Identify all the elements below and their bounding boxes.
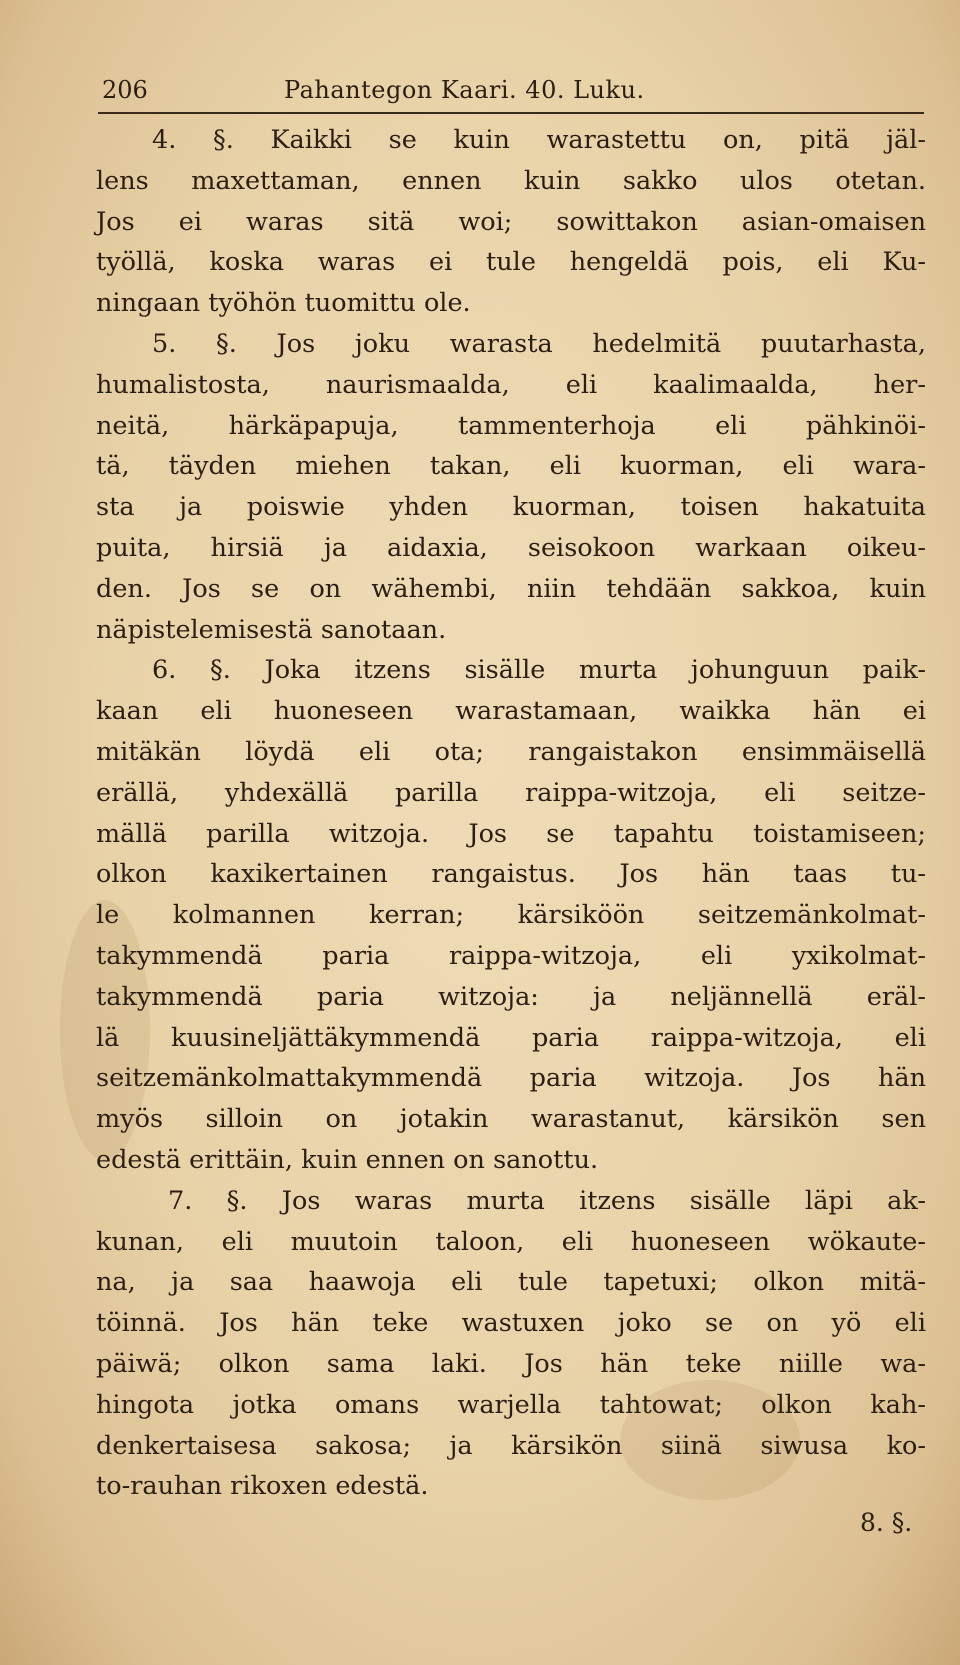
running-head [102,68,926,106]
text-line: lä kuusineljättäkymmendä paria raippa-witzoja, eli [96,1022,926,1053]
text-line: neitä, härkäpapuja, tammenterhoja eli pähkinöi- [96,410,926,441]
text-line: kunan, eli muutoin taloon, eli huoneseen wökaute- [96,1226,926,1257]
text-line: takymmendä paria raippa-witzoja, eli yxikolmat- [96,940,926,971]
text-line: päiwä; olkon sama laki. Jos hän teke niille wa- [96,1348,926,1379]
text-line: to-rauhan rikoxen edestä. [96,1471,429,1502]
text-line: humalistosta, naurismaalda, eli kaalimaalda, her- [96,369,926,400]
text-line: mällä parilla witzoja. Jos se tapahtu toistamiseen; [96,818,926,849]
text-line: seitzemänkolmattakymmendä paria witzoja. Jos hän [96,1063,926,1094]
text-line: töinnä. Jos hän teke wastuxen joko se on yö eli [96,1308,926,1339]
text-line: 4. §. Kaikki se kuin warastettu on, pitä jäl- [152,125,926,155]
body-text [96,120,926,1507]
text-line: na, ja saa haawoja eli tule tapetuxi; olkon mitä- [96,1267,926,1298]
text-line: erällä, yhdexällä parilla raippa-witzoja, eli seitze- [96,777,926,808]
header-rule [98,112,924,114]
text-line: sta ja poiswie yhden kuorman, toisen hakatuita [96,492,926,523]
text-line: puita, hirsiä ja aidaxia, seisokoon warkaan oikeu- [96,532,926,563]
text-line: tä, täyden miehen takan, eli kuorman, eli wara- [96,451,926,482]
text-line: lens maxettaman, ennen kuin sakko ulos otetan. [96,165,926,196]
text-line: 6. §. Joka itzens sisälle murta johunguun paik- [152,655,926,686]
text-line: olkon kaxikertainen rangaistus. Jos hän taas tu- [96,859,926,890]
text-line: Jos ei waras sitä woi; sowittakon asian-omaisen [96,206,926,237]
text-line: näpistelemisestä sanotaan. [96,614,447,645]
text-line: 5. §. Jos joku warasta hedelmitä puutarhasta, [152,328,926,359]
catchword: 8. §. [860,1508,913,1537]
text-line: denkertaisesa sakosa; ja kärsikön siinä siwusa ko- [96,1430,926,1461]
text-line: takymmendä paria witzoja: ja neljännellä eräl- [96,981,926,1012]
running-title: Pahantegon Kaari. 40. Luku. [284,76,645,104]
text-line: hingota jotka omans warjella tahtowat; olkon kah- [96,1389,926,1420]
text-line: työllä, koska waras ei tule hengeldä pois, eli Ku- [96,247,926,278]
text-line: edestä erittäin, kuin ennen on sanottu. [96,1144,599,1175]
text-line: ningaan työhön tuomittu ole. [96,288,471,319]
text-line: den. Jos se on wähembi, niin tehdään sakkoa, kuin [96,573,926,604]
text-line: myös silloin on jotakin warastanut, kärsikön sen [96,1104,926,1135]
text-line: kaan eli huoneseen warastamaan, waikka hän ei [96,696,926,727]
text-line: le kolmannen kerran; kärsiköön seitzemänkolmat- [96,900,926,931]
text-line: mitäkän löydä eli ota; rangaistakon ensimmäisellä [96,736,926,767]
page-number: 206 [102,76,148,104]
text-line: 7. §. Jos waras murta itzens sisälle läpi ak- [168,1185,926,1216]
